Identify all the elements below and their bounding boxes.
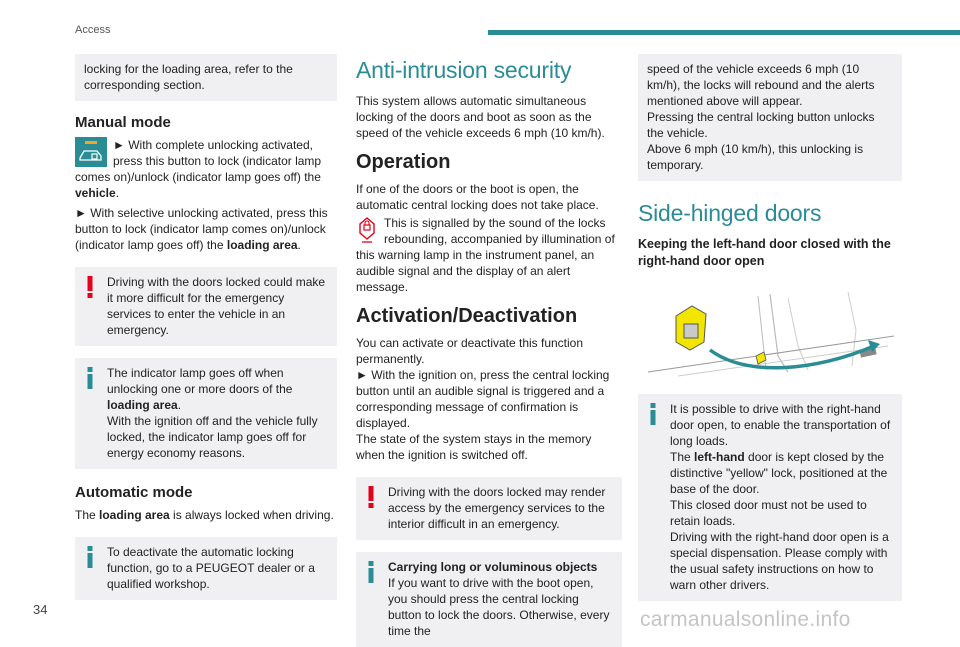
warning-exclamation-icon xyxy=(86,276,94,298)
lock-button-icon xyxy=(75,137,107,167)
warning-exclamation-icon xyxy=(367,486,375,508)
column-2 xyxy=(356,54,622,647)
warning-1-text: Driving with the doors locked could make it more difficult for the emergency services to enter the vehicle in an emergency. xyxy=(107,275,326,337)
step2-text: ► With selective unlocking activated, press this button to lock (indicator lamp comes on)/unlock (indicator lamp goes off) the xyxy=(75,206,328,252)
operation-text-1: If one of the doors or the boot is open, the automatic central locking does not take place. xyxy=(356,182,599,212)
continuation-box xyxy=(638,54,902,181)
operation-text-2-wrap xyxy=(356,215,622,295)
activation-heading: Activation/Deactivation xyxy=(356,305,578,327)
automatic-mode-heading: Automatic mode xyxy=(75,484,193,501)
info-4-text-2: The left-hand door is kept closed by the distinctive "yellow" lock, positioned at the base of the door. xyxy=(670,450,888,496)
section-label: Access xyxy=(75,24,111,36)
cont-text-3: Above 6 mph (10 km/h), this unlocking is temporary. xyxy=(647,142,864,172)
info-3-heading: Carrying long or voluminous objects xyxy=(388,560,598,574)
info-box-3 xyxy=(356,552,622,647)
activation-text-1: You can activate or deactivate this function permanently. xyxy=(356,336,584,366)
side-hinged-heading: Side-hinged doors xyxy=(638,200,822,226)
info-icon xyxy=(649,403,657,425)
manual-mode-step1: ► With complete unlocking activated, press this button to lock (indicator lamp comes on)/unlock (indicator lamp goes off) the vehicle. xyxy=(75,138,322,200)
warning-box-1 xyxy=(75,267,337,346)
page-number: 34 xyxy=(33,602,48,617)
info-box-1 xyxy=(75,358,337,469)
door-lock-illustration xyxy=(638,286,902,380)
intro-note-text: locking for the loading area, refer to the corresponding section. xyxy=(84,62,293,92)
cont-text-2: Pressing the central locking button unlocks the vehicle. xyxy=(647,110,875,140)
intro-note-box xyxy=(75,54,337,101)
info-4-text-3: This closed door must not be used to retain loads. xyxy=(670,498,867,528)
info-icon xyxy=(86,367,94,389)
watermark: carmanualsonline.info xyxy=(640,608,851,631)
info-1-text: The indicator lamp goes off when unlocking one or more doors of the loading area. xyxy=(107,366,293,412)
activation-text-3: The state of the system stays in the memory when the ignition is switched off. xyxy=(356,432,592,462)
manual-mode-heading: Manual mode xyxy=(75,114,171,131)
operation-heading: Operation xyxy=(356,151,451,173)
anti-intrusion-intro: This system allows automatic simultaneous locking of the doors and boot as soon as the speed of the vehicle exceeds 6 mph (10 km/h). xyxy=(356,94,605,140)
manual-mode-step2: ► With selective unlocking activated, press this button to lock (indicator lamp comes on)/unlock (indicator lamp goes off) the loading area. xyxy=(75,206,328,252)
info-2-text: To deactivate the automatic locking function, go to a PEUGEOT dealer or a qualified workshop. xyxy=(107,545,315,591)
info-4-text-4: Driving with the right-hand door open is a special dispensation. Please comply with the usual safety instructions on how to warn other drivers. xyxy=(670,530,889,592)
warning-box-2 xyxy=(356,477,622,540)
activation-text-2: ► With the ignition on, press the central locking button until an audible signal is triggered and a corresponding message of confirmation is displayed. xyxy=(356,368,610,430)
warning-2-text: Driving with the doors locked may render access by the emergency services to the interior difficult in an emergency. xyxy=(388,485,606,531)
column-3 xyxy=(638,54,902,601)
info-icon xyxy=(367,561,375,583)
info-1-line2: With the ignition off and the vehicle fully locked, the indicator lamp goes off for energy economy reasons. xyxy=(107,414,318,460)
info-4-text-1: It is possible to drive with the right-hand door open, to enable the transportation of long loads. xyxy=(670,402,891,448)
info-box-4 xyxy=(638,394,902,601)
info-3-text: If you want to drive with the boot open, you should press the central locking button to lock the doors. Otherwise, every time the xyxy=(388,576,610,638)
automatic-mode-text: The loading area is always locked when driving. xyxy=(75,508,334,522)
header-accent-bar xyxy=(488,30,960,35)
anti-intrusion-heading: Anti-intrusion security xyxy=(356,57,572,83)
side-hinged-subheading: Keeping the left-hand door closed with the right-hand door open xyxy=(638,237,891,268)
info-box-2 xyxy=(75,537,337,600)
info-icon xyxy=(86,546,94,568)
cont-text-1: speed of the vehicle exceeds 6 mph (10 km/h), the locks will rebound and the alerts mentioned above will appear. xyxy=(647,62,875,108)
lock-warning-lamp-icon xyxy=(356,215,378,245)
column-1 xyxy=(75,54,337,600)
step2-bold: loading area xyxy=(226,238,298,252)
operation-text-2: This is signalled by the sound of the locks rebounding, accompanied by illumination of this warning lamp in the instrument panel, an audible signal and the display of an alert message. xyxy=(356,216,615,294)
step1-text: ► With complete unlocking activated, press this button to lock (indicator lamp comes on)/unlock (indicator lamp goes off) the xyxy=(75,138,322,184)
step1-bold: vehicle xyxy=(75,186,116,200)
